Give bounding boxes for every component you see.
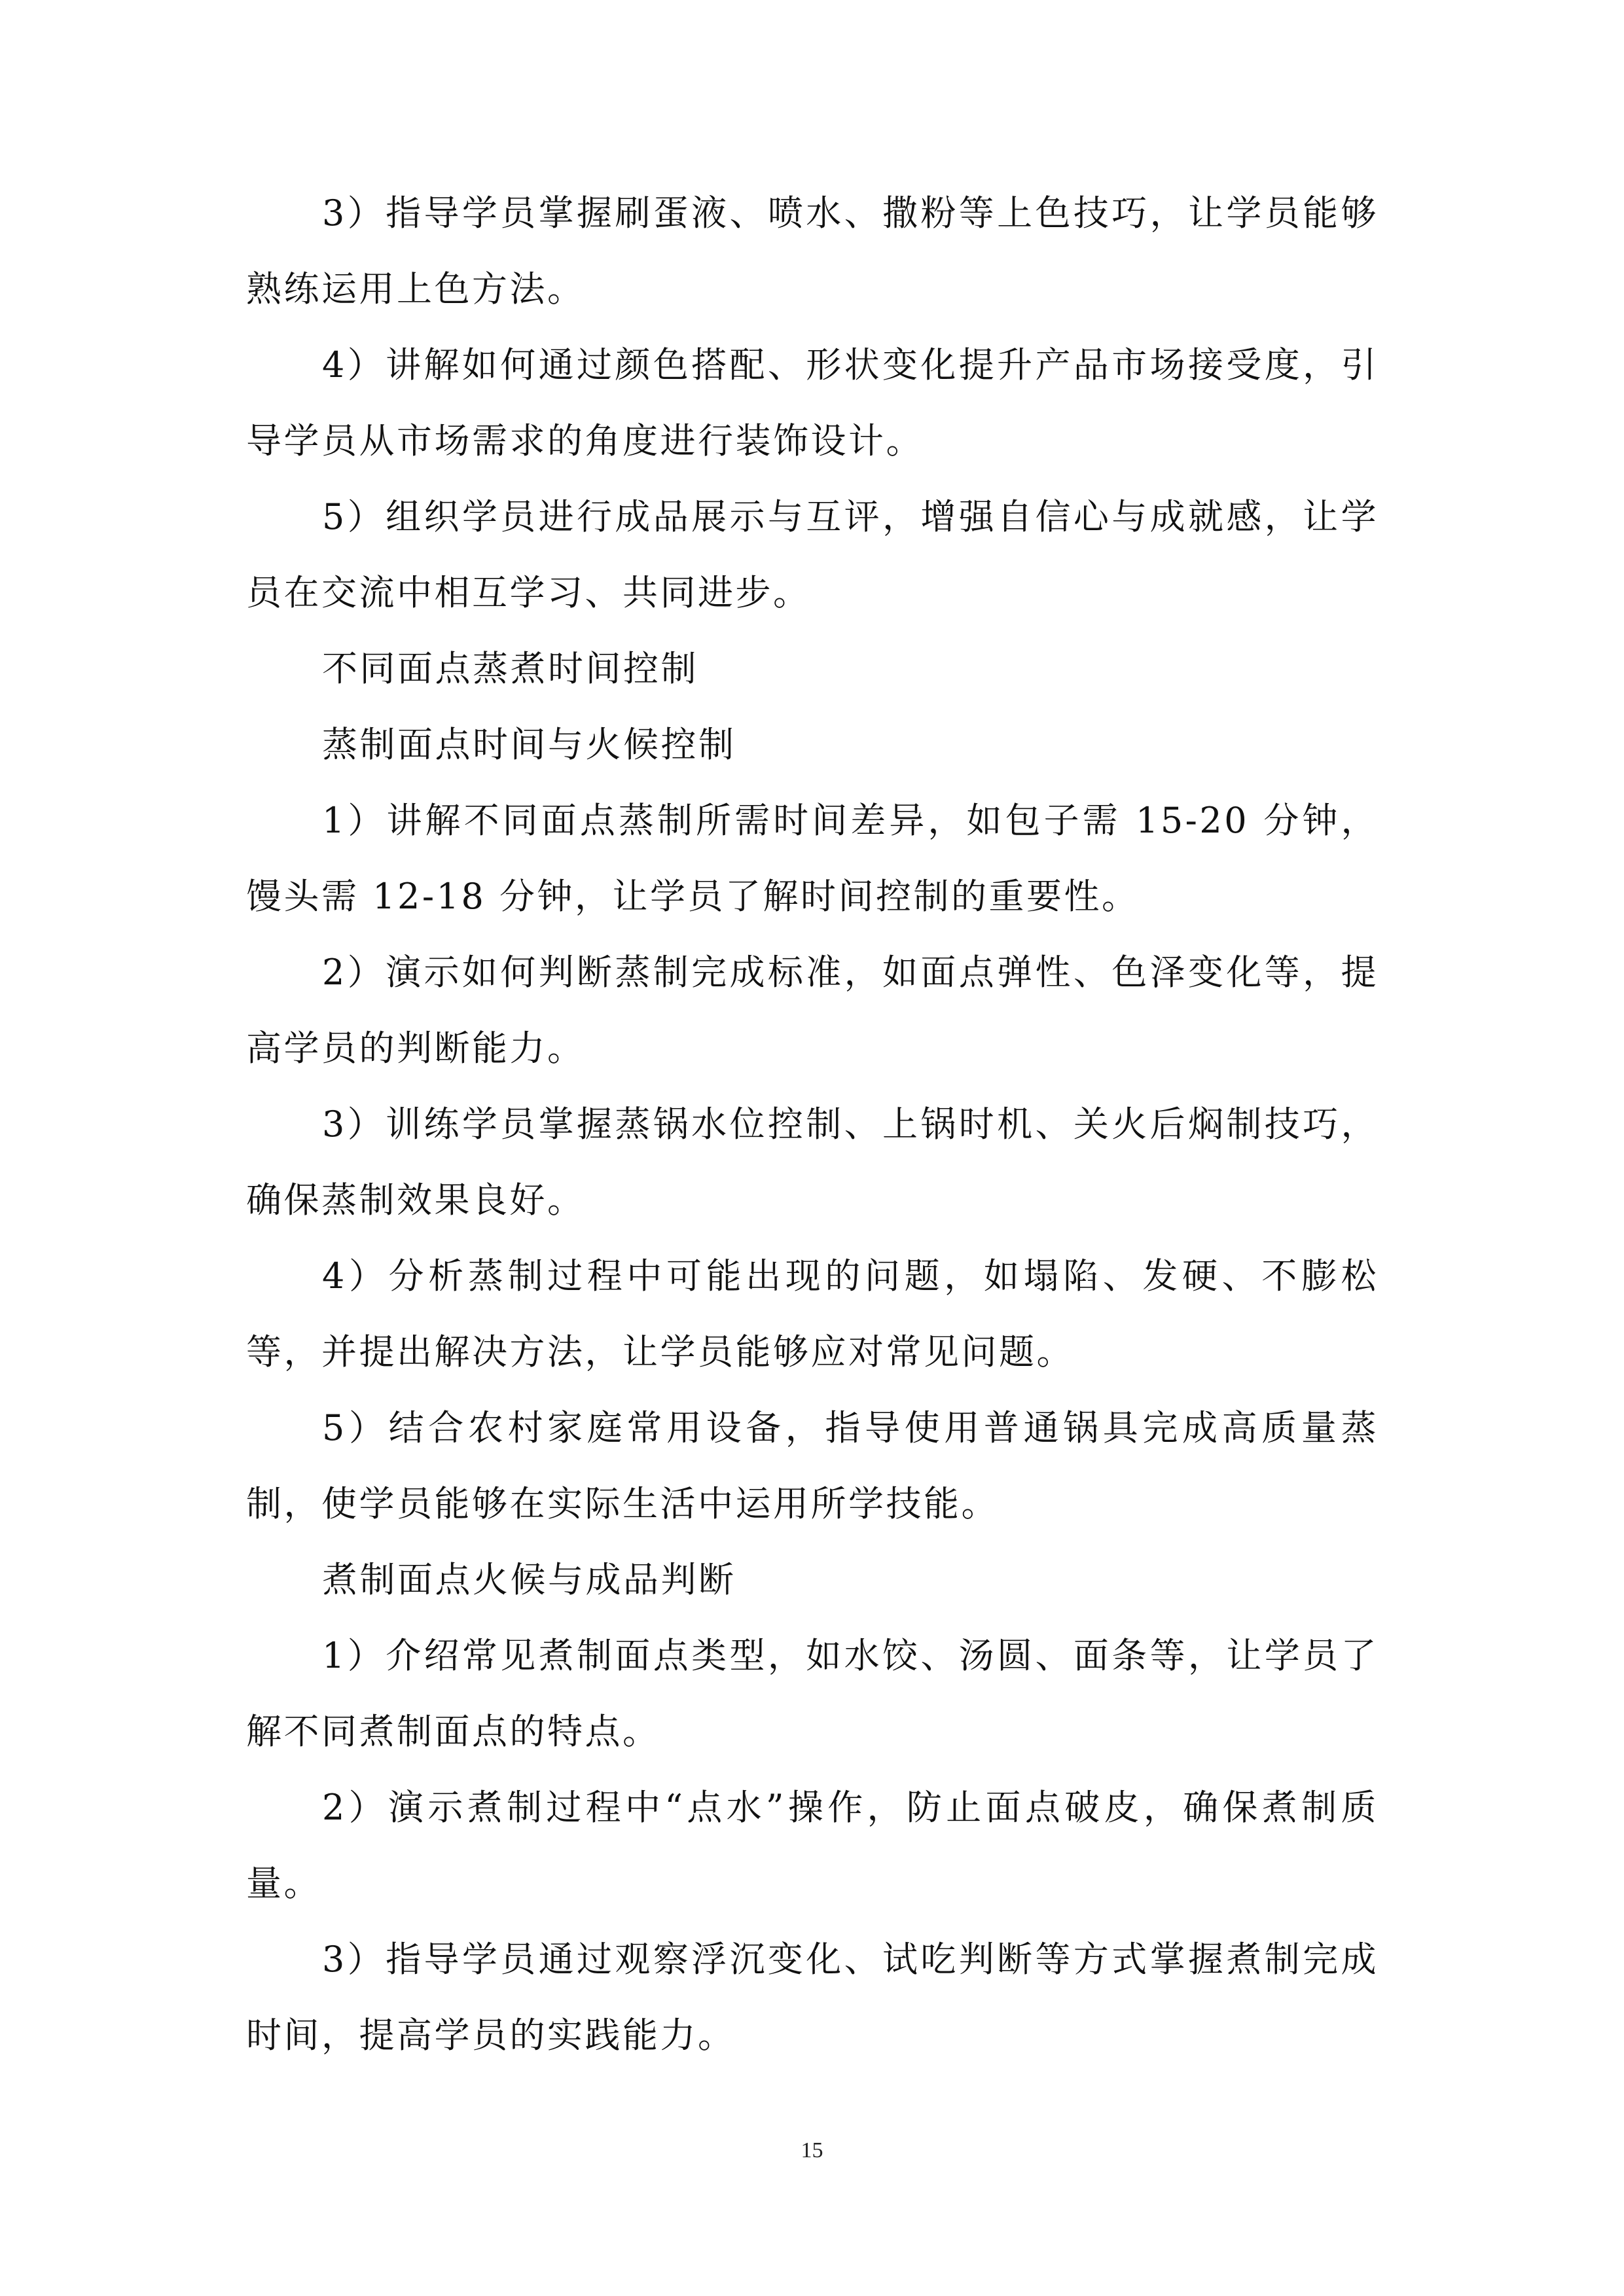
page-number: 15	[801, 2138, 823, 2162]
paragraph-coloring-technique: 3）指导学员掌握刷蛋液、喷水、撒粉等上色技巧，让学员能够熟练运用上色方法。	[246, 192, 1379, 310]
section-heading-steam-boil-time: 不同面点蒸煮时间控制	[322, 648, 698, 689]
subsection-heading-boiling: 煮制面点火候与成品判断	[322, 1559, 736, 1600]
paragraph-steaming-time: 1）讲解不同面点蒸制所需时间差异，如包子需 15-20 分钟，馒头需 12-18 分钟，让学员了解时间控制的重要性。	[246, 800, 1379, 917]
paragraph-steaming-water-level: 3）训练学员掌握蒸锅水位控制、上锅时机、关火后焖制技巧，确保蒸制效果良好。	[246, 1103, 1379, 1221]
paragraph-steaming-standard: 2）演示如何判断蒸制完成标准，如面点弹性、色泽变化等，提高学员的判断能力。	[246, 952, 1379, 1069]
paragraph-adding-water: 2）演示煮制过程中“点水”操作，防止面点破皮，确保煮制质量。	[246, 1787, 1379, 1904]
paragraph-home-equipment: 5）结合农村家庭常用设备，指导使用普通锅具完成高质量蒸制，使学员能够在实际生活中运用所学技能。	[246, 1407, 1379, 1524]
paragraph-steaming-problems: 4）分析蒸制过程中可能出现的问题，如塌陷、发硬、不膨松等，并提出解决方法，让学员能够应对常见问题。	[246, 1255, 1379, 1372]
paragraph-product-showcase: 5）组织学员进行成品展示与互评，增强自信心与成就感，让学员在交流中相互学习、共同进步。	[246, 496, 1379, 613]
body-text	[246, 175, 1379, 2073]
paragraph-boiling-types: 1）介绍常见煮制面点类型，如水饺、汤圆、面条等，让学员了解不同煮制面点的特点。	[246, 1635, 1379, 1752]
paragraph-boiling-judgement: 3）指导学员通过观察浮沉变化、试吃判断等方式掌握煮制完成时间，提高学员的实践能力。	[246, 1939, 1379, 2056]
subsection-heading-steaming: 蒸制面点时间与火候控制	[322, 724, 736, 765]
paragraph-color-shape-design: 4）讲解如何通过颜色搭配、形状变化提升产品市场接受度，引导学员从市场需求的角度进行装饰设计。	[246, 344, 1379, 461]
